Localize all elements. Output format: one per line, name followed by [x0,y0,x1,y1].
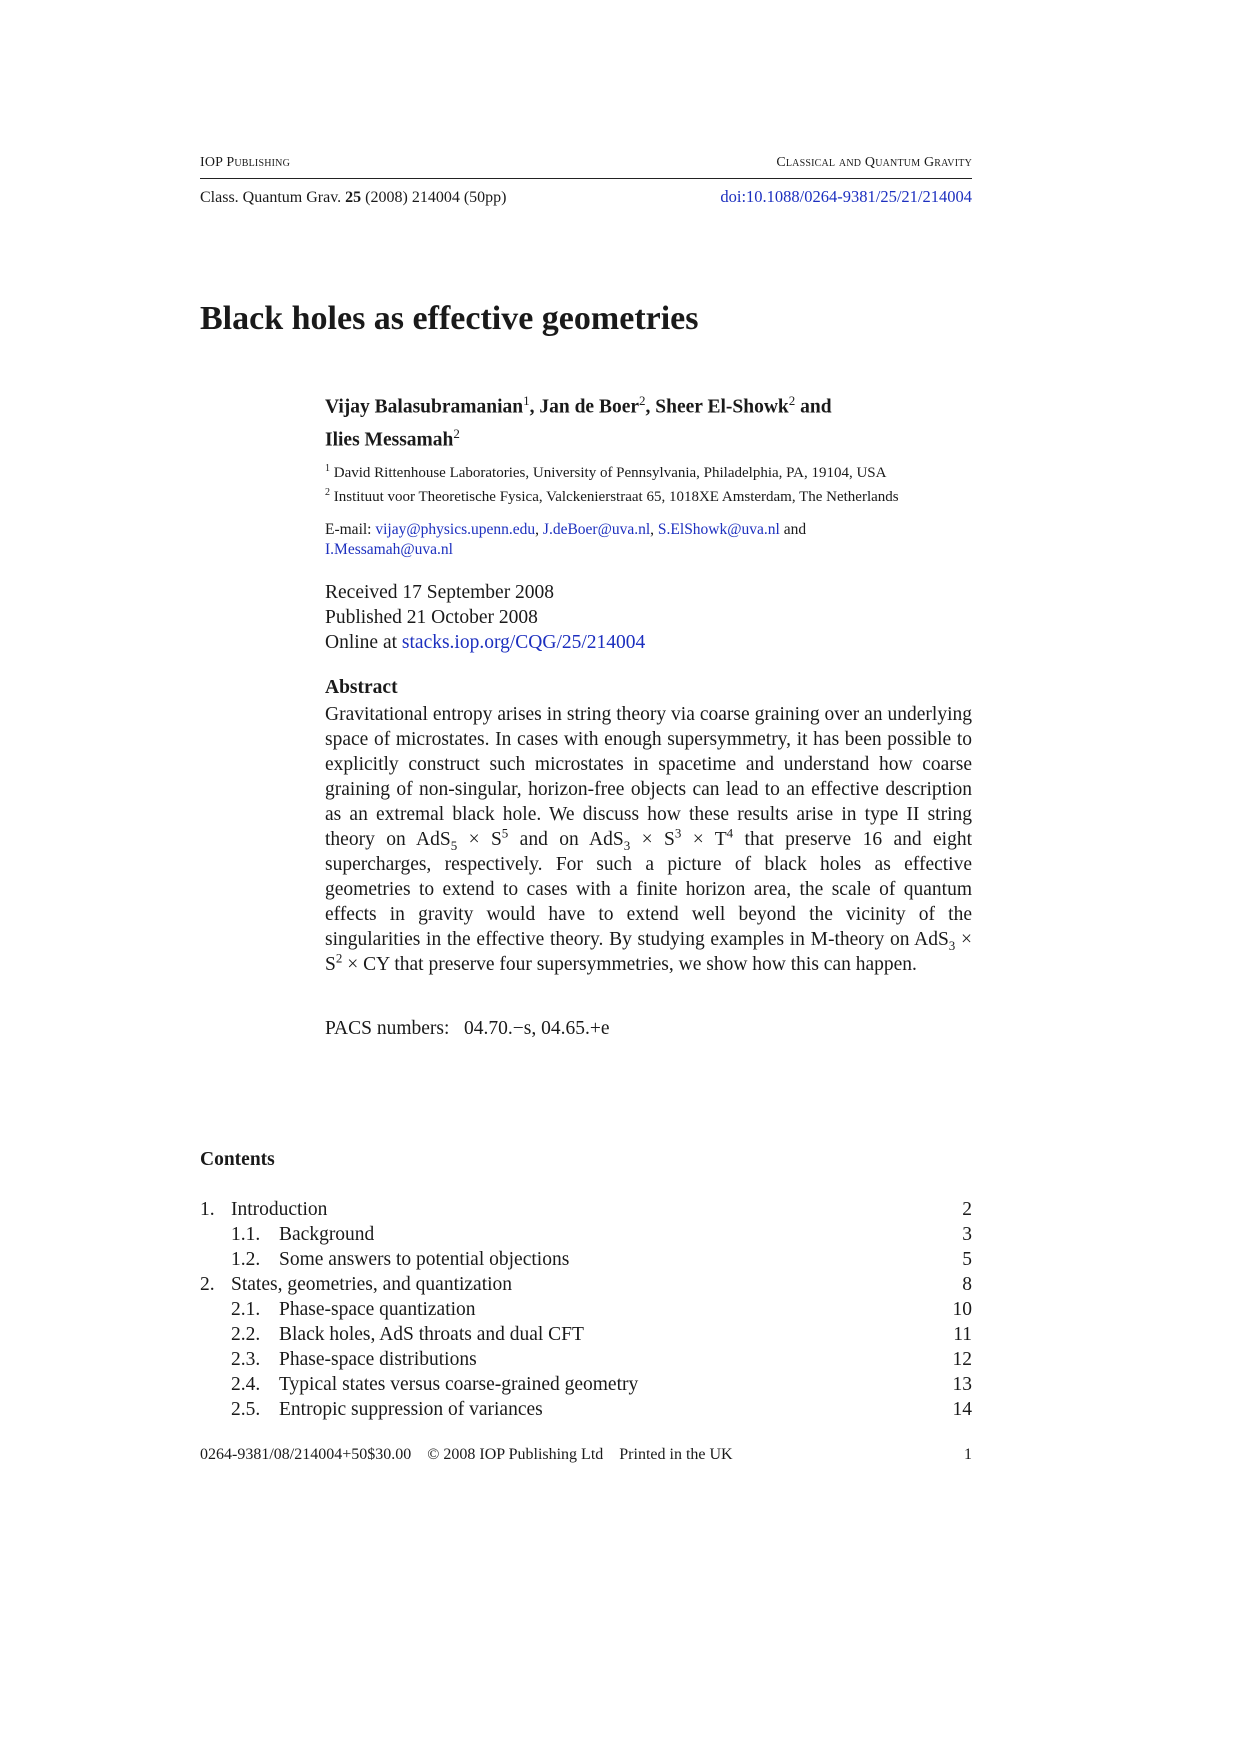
affiliation-mark: 2 [325,487,330,498]
toc-page: 8 [962,1273,972,1295]
toc-title: Typical states versus coarse-grained geometry [279,1373,639,1395]
toc-title: Introduction [231,1198,328,1220]
doi-link[interactable]: doi:10.1088/0264-9381/25/21/214004 [720,187,972,206]
toc-number: 2.4. [231,1373,261,1395]
published-date: Published 21 October 2008 [325,607,538,628]
abstract-segment: × CY that preserve four supersymmetries, we show how this can happen. [342,954,917,975]
toc-entry[interactable] [200,1197,972,1222]
affiliation-text: Instituut voor Theoretische Fysica, Valckenierstraat 65, 1018XE Amsterdam, The Netherlands [333,489,899,505]
toc-entry[interactable] [200,1372,972,1397]
toc-number: 2.2. [231,1323,261,1345]
toc-number: 2.1. [231,1298,261,1320]
abstract-segment: that preserve 16 and eight supercharges, respectively. For such a picture of black holes as effective geometries to extend to cases with a finite horizon area, the scale of quantum effects in gravity would have to extend well beyond the vicinity of the singularities in the effective theory. By studying examples in M-theory on AdS [325,829,972,950]
toc-number: 1.2. [231,1248,261,1270]
toc-number: 2.3. [231,1348,261,1370]
toc-title: Black holes, AdS throats and dual CFT [279,1323,584,1345]
abstract-segment: Gravitational entropy arises in string theory via coarse graining over an underlying space of microstates. In cases with enough supersymmetry, it has been possible to explicitly construct such microstates in spacetime and understand how coarse graining of non-singular, horizon-free objects can lead to an effective description as an extremal black hole. We discuss how these results arise in type II string theory on AdS [325,704,972,850]
affiliation [325,459,985,483]
email-link[interactable]: S.ElShowk@uva.nl [657,521,780,538]
toc-title: Entropic suppression of variances [279,1398,543,1420]
toc-page: 12 [952,1348,972,1370]
affiliation-mark: 1 [325,463,330,474]
toc-entry[interactable] [200,1322,972,1347]
email-link[interactable]: J.deBoer@uva.nl [542,521,651,538]
toc-entry[interactable] [200,1247,972,1272]
footer-info [200,1446,964,1464]
subscript: 3 [948,937,956,953]
email-link[interactable]: I.Messamah@uva.nl [325,540,453,558]
author-affiliation-mark: 2 [453,425,460,441]
toc-number: 2.5. [231,1398,261,1420]
superscript: 5 [501,825,509,841]
toc-page: 10 [952,1298,972,1320]
toc-number: 1. [200,1198,215,1220]
toc-entry[interactable] [200,1347,972,1372]
footer-code: 0264-9381/08/214004+50$30.00 [200,1446,412,1463]
toc-page: 5 [962,1248,972,1270]
author-separator: and [795,396,832,418]
toc-number: 2. [200,1273,215,1295]
toc-title: Some answers to potential objections [279,1248,570,1270]
author-separator: , [529,396,540,418]
subscript: 3 [623,837,631,853]
author-name: Ilies Messamah [325,429,454,450]
citation-suffix: (2008) 214004 (50pp) [361,189,507,206]
publication-dates [325,580,972,655]
toc-page: 11 [953,1323,972,1345]
subscript: 5 [450,837,458,853]
abstract-segment: × S [325,929,972,975]
abstract-segment: × S [630,829,675,850]
toc-entry[interactable] [200,1297,972,1322]
toc-number: 1.1. [231,1223,261,1245]
email-conjunction: and [779,521,807,538]
author-list [325,388,972,453]
abstract-segment: × T [681,829,727,850]
abstract-segment: and on AdS [508,829,624,850]
toc-entry[interactable] [200,1397,972,1422]
abstract-segment: × S [457,829,502,850]
email-link[interactable]: vijay@physics.upenn.edu [375,521,536,538]
email-block: E-mail: vijay@physics.upenn.edu, J.deBoer@uva.nl, S.ElShowk@uva.nl and I.Messamah@uva.nl [325,521,807,558]
superscript: 3 [674,825,682,841]
page-number: 1 [964,1446,972,1463]
author-affiliation-mark: 2 [788,393,796,408]
author-affiliation-mark: 2 [639,393,646,408]
toc-page: 14 [952,1398,972,1420]
toc-page: 13 [952,1373,972,1395]
footer-copyright: © 2008 IOP Publishing Ltd [427,1446,604,1463]
page-footer [200,1446,972,1464]
citation [200,189,506,207]
online-line [325,630,972,655]
online-prefix: Online at [325,632,402,653]
toc-entry[interactable] [200,1272,972,1297]
paper-title: Black holes as effective geometries [200,300,699,337]
author-affiliation-mark: 1 [523,393,530,408]
abstract-text [325,702,972,977]
author-name: Jan de Boer [539,396,640,418]
citation-prefix: Class. Quantum Grav. [200,189,346,206]
citation-volume: 25 [345,189,362,206]
author-name: Vijay Balasubramanian [325,396,524,418]
footer-printed: Printed in the UK [619,1446,733,1463]
toc-title: Phase-space quantization [279,1298,476,1320]
toc-title: Background [279,1223,375,1245]
online-link[interactable]: stacks.iop.org/CQG/25/214004 [401,632,646,653]
email-label: E-mail: [325,521,376,538]
abstract-heading: Abstract [325,677,398,698]
contents-heading: Contents [200,1149,275,1170]
toc-title: Phase-space distributions [279,1348,477,1370]
toc-title: States, geometries, and quantization [231,1273,513,1295]
journal-name: Classical and Quantum Gravity [776,155,972,170]
affiliation-text: David Rittenhouse Laboratories, University of Pennsylvania, Philadelphia, PA, 19104, USA [333,465,887,481]
toc-entry[interactable] [200,1222,972,1247]
superscript: 4 [726,825,734,841]
toc-page: 3 [962,1223,972,1245]
toc-page: 2 [962,1198,972,1220]
publisher-name: IOP Publishing [200,155,291,170]
author-name: Sheer El-Showk [655,396,789,418]
received-date: Received 17 September 2008 [325,582,555,603]
table-of-contents [200,1197,972,1422]
header-rule [200,178,972,179]
pacs-numbers: PACS numbers: 04.70.−s, 04.65.+e [325,1018,610,1039]
affiliations [325,459,985,507]
affiliation [325,483,985,507]
superscript: 2 [335,950,343,966]
author-separator: , [645,396,656,418]
